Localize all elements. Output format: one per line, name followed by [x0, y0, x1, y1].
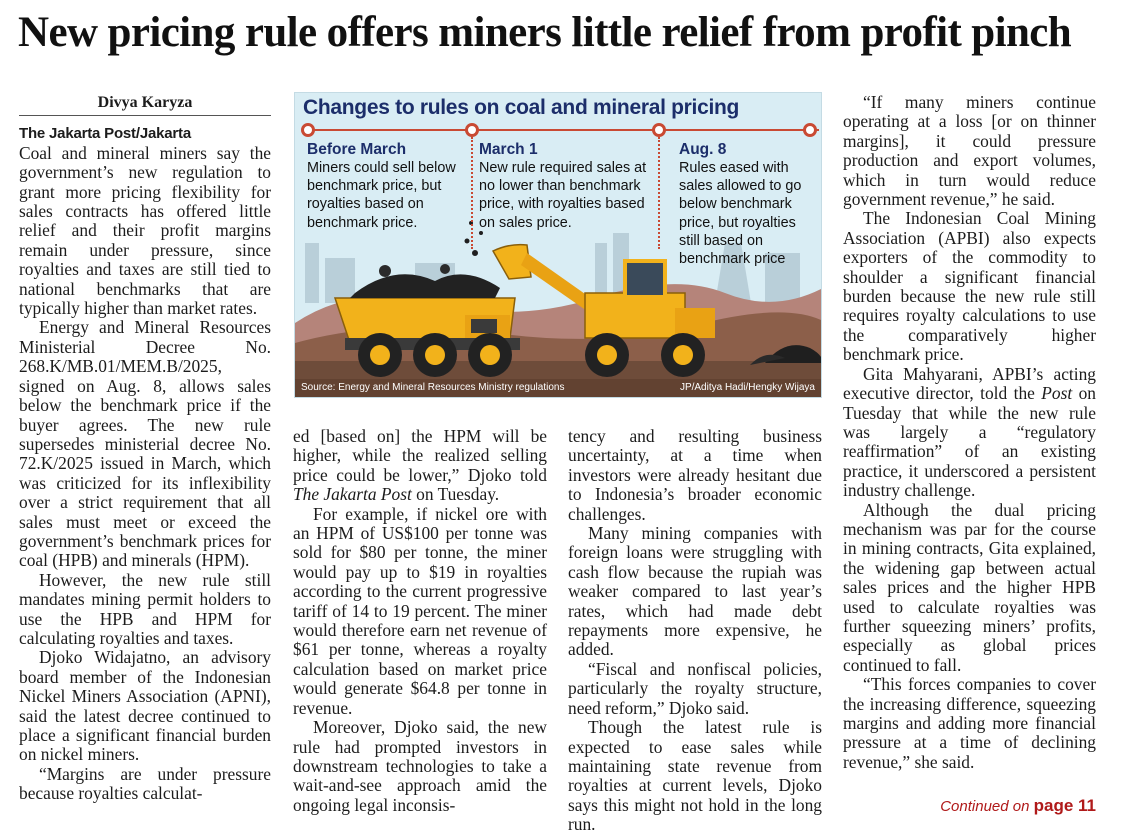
paragraph: Coal and mineral miners say the government’s new regulation to grant more pricing flexibility for sales contracts has offered little relief and their profit margins remain under pressure, since royalties and taxes are still tied to national benchmarks that are typically higher than market rates. — [19, 142, 271, 319]
article-column-1 — [19, 95, 271, 804]
paragraph: However, the new rule still mandates mining permit holders to use the HPB and HPM for calculating royalties and taxes. — [19, 569, 271, 648]
paragraph: For example, if nickel ore with an HPM of US$100 per tonne was sold for $80 per tonne, the miner would pay up to $19 in royalties according to the current progressive tariff of 14 to 19 percent. The miner would therefore earn net revenue of $61 per tonne, whereas a royalty calculation based on market price would generate $64.8 per tonne in revenue. — [293, 503, 547, 718]
paragraph: Though the latest rule is expected to ease sales while maintaining state revenue from royalties at current levels, Djoko says this might not hold in the long run. — [568, 717, 822, 835]
paragraph — [843, 365, 1096, 501]
headline: New pricing rule offers miners little relief from profit pinch — [18, 9, 1072, 56]
paragraph-text: ed [based on] the HPM will be higher, while the realized selling price could be lower,” Djoko told — [293, 426, 547, 485]
continued-page: page 11 — [1033, 796, 1096, 815]
continued-on-link[interactable] — [940, 796, 1096, 816]
timeline-dot — [465, 123, 479, 137]
stage-march-1 — [479, 141, 653, 232]
infographic-title: Changes to rules on coal and mineral pricing — [303, 96, 740, 119]
stage-heading: Aug. 8 — [679, 141, 727, 158]
continued-label: Continued on — [940, 798, 1030, 815]
paragraph: “If many miners continue operating at a loss [or on thinner margins], it could pressure production and export volumes, which in turn would reduce government revenue,” he said. — [843, 92, 1096, 210]
article-column-4 — [843, 93, 1096, 772]
timeline-dot — [652, 123, 666, 137]
paragraph: The Indonesian Coal Mining Association (APBI) also expects exporters of the commodity to shoulder a significant financial burden because the new rule still requires royalty calculations to use the comparatively higher benchmark price. — [843, 208, 1096, 365]
infographic-source: Source: Energy and Mineral Resources Ministry regulations — [301, 382, 565, 393]
paragraph: “This forces companies to cover the increasing difference, squeezing margins and adding more financial pressure at a time of declining revenue,” she said. — [843, 674, 1096, 772]
infographic-credit: JP/Aditya Hadi/Hengky Wijaya — [679, 382, 815, 393]
timeline-divider — [471, 137, 473, 249]
stage-aug-8 — [679, 141, 815, 268]
paragraph: “Fiscal and nonfiscal policies, particularly the royalty structure, need reform,” Djoko said. — [568, 658, 822, 718]
publication-name: The Jakarta Post — [293, 484, 412, 505]
stage-text: Rules eased with sales allowed to go below benchmark price, but royalties still based on benchmark price — [679, 160, 802, 268]
timeline-divider — [658, 137, 660, 249]
paragraph-text: Gita Mahyarani, APBI’s acting executive director, told the — [843, 363, 1096, 404]
timeline-dot — [803, 123, 817, 137]
byline: Divya Karyza — [19, 93, 271, 116]
paragraph: Djoko Widajatno, an advisory board member of the Indonesian Nickel Miners Association (APNI), said the latest decree continued to place a significant financial burden on nickel miners. — [19, 647, 271, 765]
timeline-dot — [301, 123, 315, 137]
paragraph: Many mining companies with foreign loans were struggling with cash flow because the rupiah was weaker compared to last year’s rates, which had made debt repayments more expensive, he added. — [568, 523, 822, 660]
stage-before-march — [307, 141, 465, 232]
paragraph: Energy and Mineral Resources Ministerial Decree No. 268.K/MB.01/MEM.B/2025, signed on Aug. 8, allows sales below the benchmark price if the buyer agrees. The new rule supersedes ministerial decree No. 72.K/2025 issued in March, which was criticized for its inflexibility over a strict requirement that all sales must meet or exceed the government’s benchmark prices for coal (HPB) and minerals (HPM). — [19, 317, 271, 571]
article-column-3 — [568, 427, 822, 835]
paragraph: tency and resulting business uncertainty, at a time when investors were already hesitant due to Indonesia’s broader economic challenges. — [568, 426, 822, 524]
dateline: The Jakarta Post/Jakarta — [19, 125, 191, 143]
stage-text: Miners could sell below benchmark price, but royalties based on benchmark price. — [307, 160, 456, 231]
pricing-infographic — [294, 92, 822, 398]
paragraph-text: on Tuesday that while the new rule was largely a “regulatory reaffirmation” of an existing practice, it underscored a persistent industry challenge. — [843, 383, 1096, 501]
stage-text: New rule required sales at no lower than benchmark price, with royalties based on sales price. — [479, 160, 647, 231]
publication-name: Post — [1041, 383, 1073, 404]
paragraph-text: on Tuesday. — [411, 484, 500, 505]
paragraph: Although the dual pricing mechanism was par for the course in mining contracts, Gita explained, the widening gap between actual sales prices and the higher HPB used to calculate royalties was further squeezing miners’ profits, especially as global prices continued to fall. — [843, 499, 1096, 675]
paragraph — [293, 427, 547, 505]
timeline-line — [303, 129, 819, 131]
paragraph: Moreover, Djoko said, the new rule had prompted investors in downstream technologies to take a wait-and-see approach amid the ongoing legal inconsis- — [293, 717, 547, 815]
stage-heading: March 1 — [479, 141, 538, 158]
stage-heading: Before March — [307, 141, 407, 158]
paragraph: “Margins are under pressure because royalties calculat- — [19, 763, 271, 804]
article-column-2 — [293, 427, 547, 815]
